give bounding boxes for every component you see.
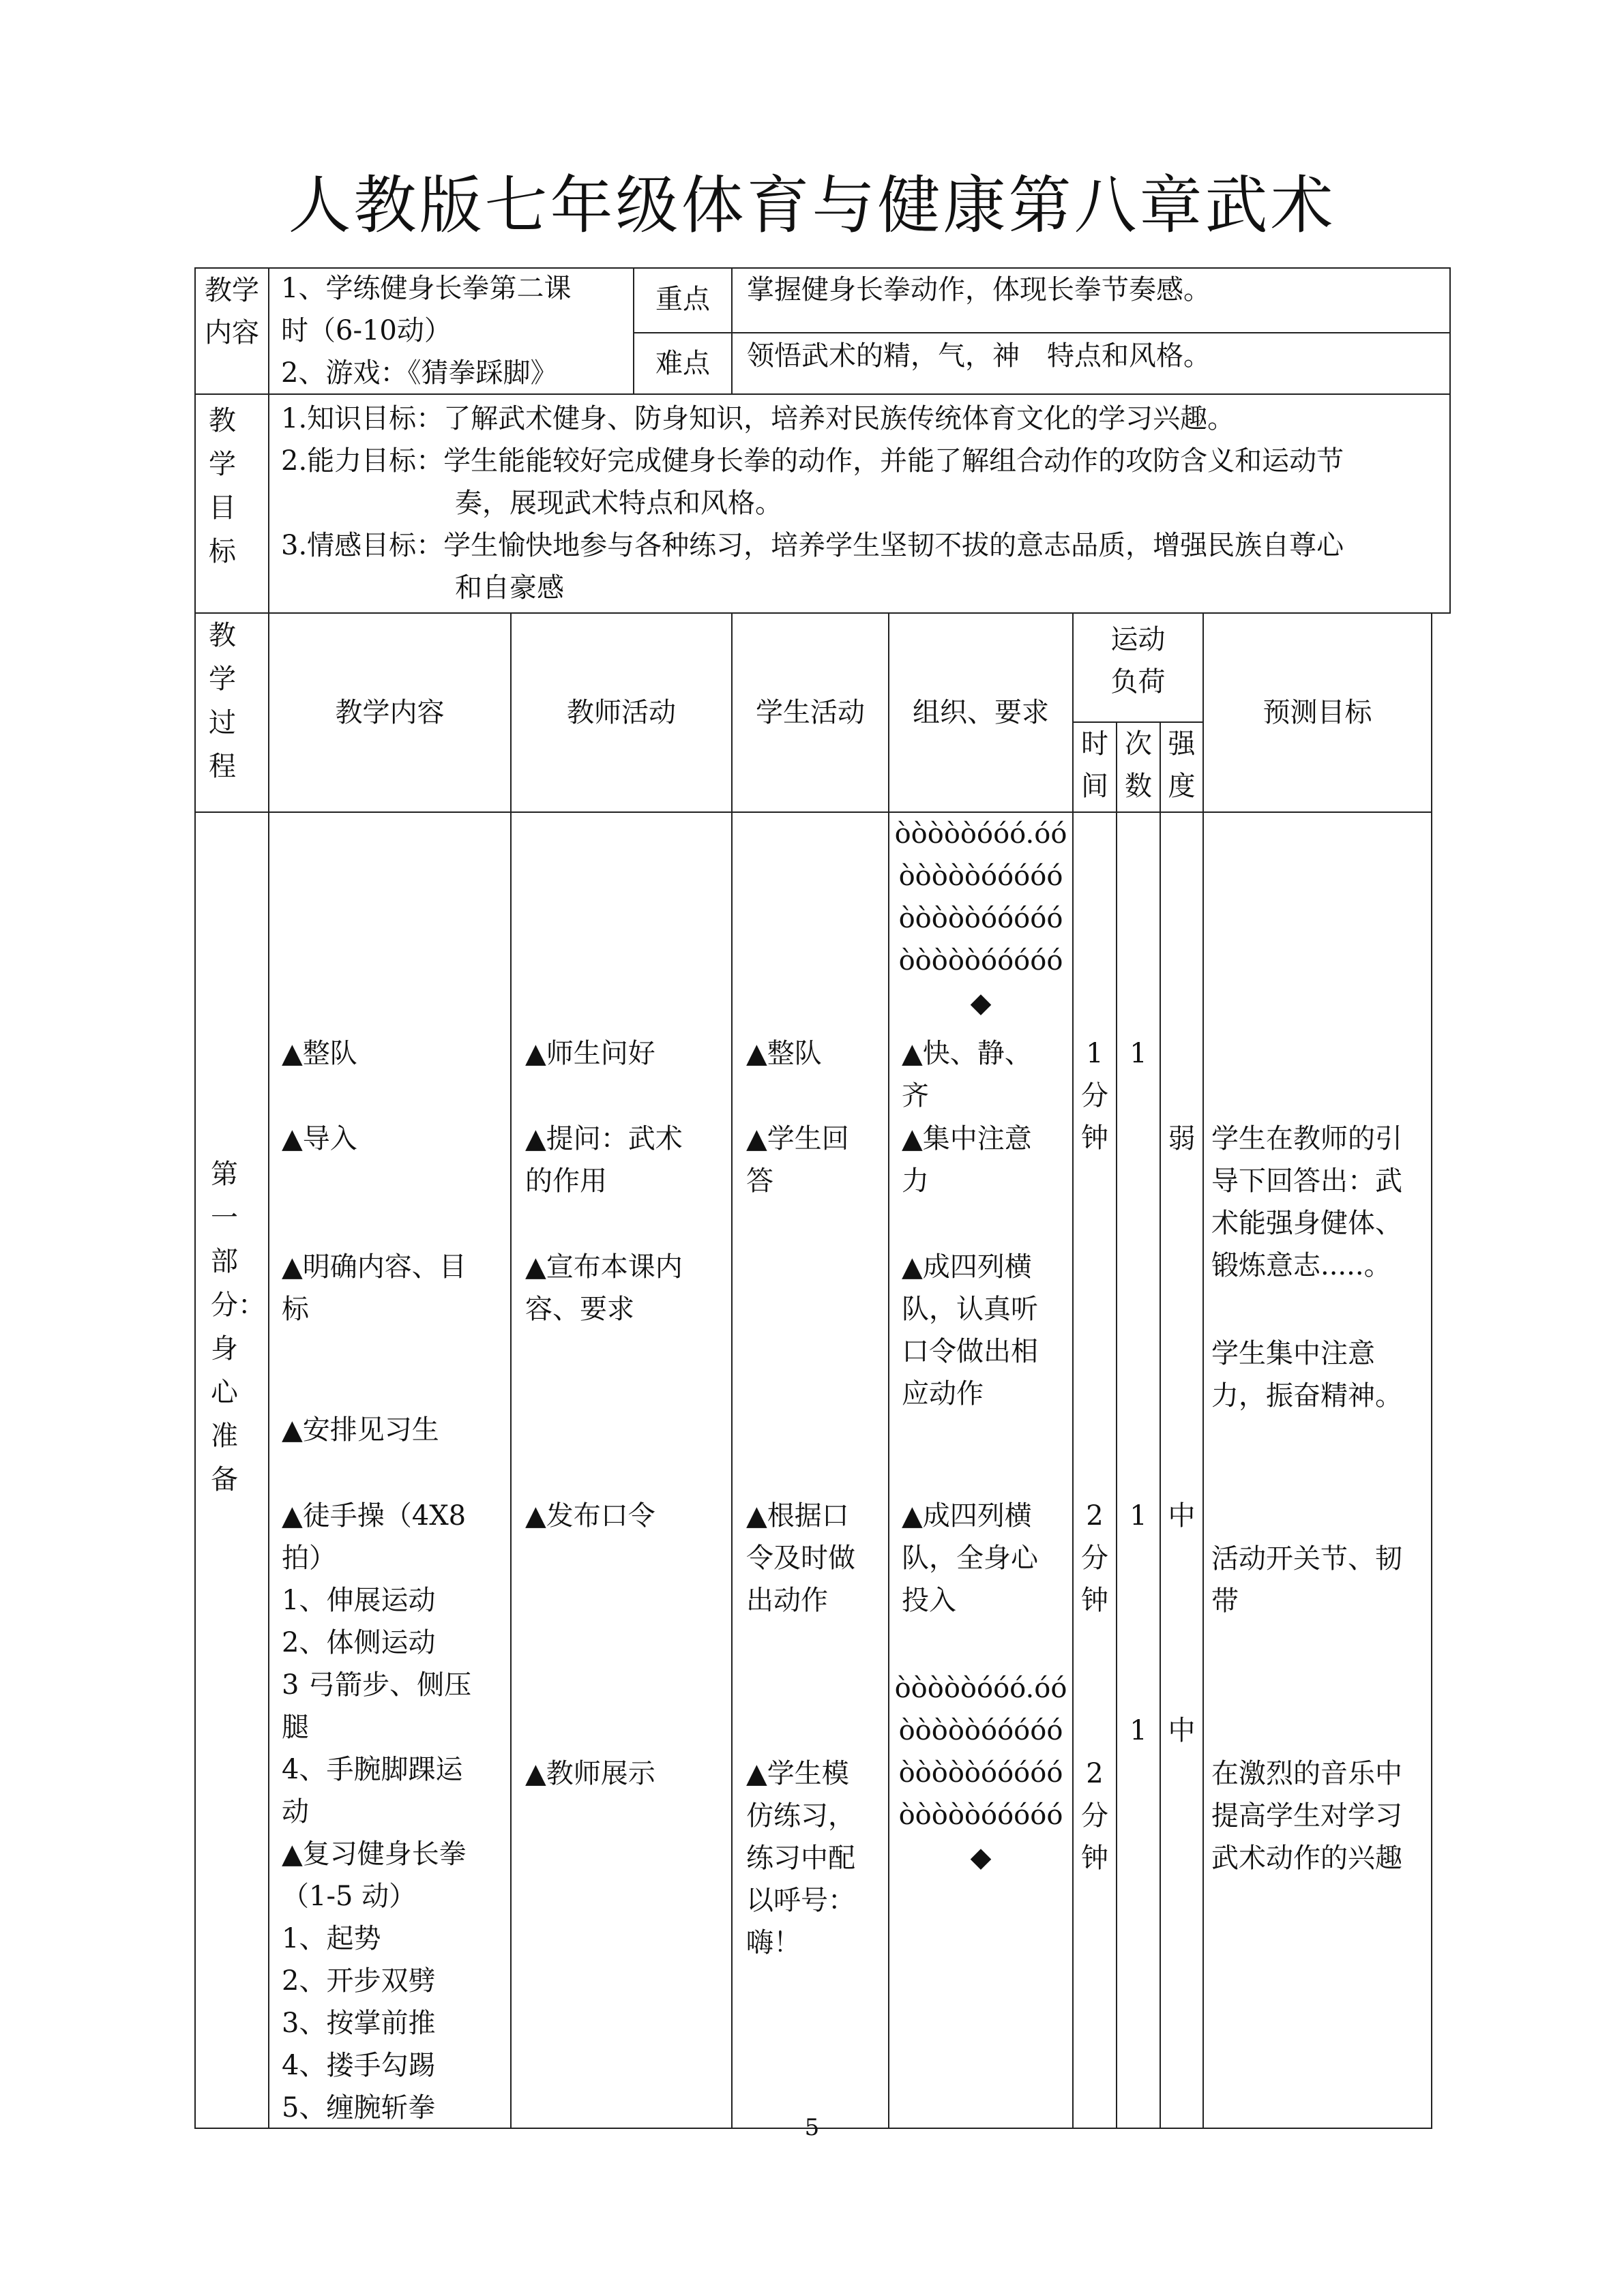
col-content: 教学内容 <box>335 697 445 728</box>
col-intensity <box>1161 723 1202 807</box>
formation-row: òòòòòóóóóó <box>898 903 1063 934</box>
teacher-text: ▲提问：武术 <box>525 1123 683 1154</box>
time-text: 2 <box>1086 1758 1104 1789</box>
student-text: 令及时做 <box>746 1542 855 1574</box>
target-text: 术能强身健体、 <box>1211 1208 1402 1239</box>
content-line: 1、学练健身长拳第二课 <box>281 273 572 304</box>
formation-row: òòòòòóóóóó <box>898 1757 1063 1789</box>
rule-line <box>1431 612 1432 2129</box>
page-title: 人教版七年级体育与健康第八章武术 <box>288 169 1336 242</box>
target-item <box>1211 1753 1430 1879</box>
rule-line <box>194 267 196 613</box>
formation-row: òòòòòóóó.óó <box>894 818 1067 850</box>
target-text: 武术动作的兴趣 <box>1211 1843 1402 1874</box>
content-text: 1、起势 <box>282 1923 381 1954</box>
formation-row: òòòòòóóóóó <box>898 945 1063 976</box>
key-text: 掌握健身长拳动作，体现长拳节奏感。 <box>747 274 1211 305</box>
time-value <box>1074 1753 1116 1879</box>
rule-line <box>268 612 269 2129</box>
difficult-text: 领悟武术的精，气，神 特点和风格。 <box>747 340 1211 372</box>
rule-line <box>1202 612 1204 2129</box>
rule-line <box>194 612 1432 614</box>
student-item <box>746 1032 886 1075</box>
content-label <box>198 269 266 354</box>
col-time <box>1074 723 1116 807</box>
col-intensity-text: 强度 <box>1168 728 1196 802</box>
student-text: 以呼号： <box>746 1885 855 1916</box>
rule-line <box>1116 721 1117 2129</box>
org-text: 应动作 <box>902 1378 984 1410</box>
target-text: 提高学生对学习 <box>1211 1800 1402 1832</box>
content-text: ▲徒手操（4X8 <box>282 1500 467 1532</box>
org-item <box>902 1032 1071 1117</box>
rule-line <box>194 811 1432 813</box>
rule-line <box>268 267 269 613</box>
time-value <box>1074 1032 1116 1159</box>
time-text: 2 <box>1086 1500 1104 1532</box>
objective-line: 奏，展现武术特点和风格。 <box>455 488 782 519</box>
content-text: 3 弓箭步、侧压 <box>282 1669 472 1701</box>
content-text: 动 <box>282 1796 309 1828</box>
part1-label <box>211 1152 265 1502</box>
time-text: 钟 <box>1081 1122 1108 1154</box>
time-text: 分 <box>1081 1800 1108 1832</box>
teacher-text: ▲教师展示 <box>525 1758 655 1789</box>
teacher-item <box>525 1495 730 1537</box>
col-student: 学生活动 <box>756 697 865 728</box>
formation-top <box>889 813 1072 1024</box>
content-text: 腿 <box>282 1712 309 1743</box>
col-load-text: 运动负荷 <box>1110 624 1166 698</box>
rule-line <box>1160 721 1161 2129</box>
rule-line <box>510 612 512 2129</box>
time-value <box>1074 1495 1116 1622</box>
col-org: 组织、要求 <box>913 697 1049 728</box>
rule-line <box>1072 612 1074 2129</box>
count-value: 1 <box>1130 1715 1147 1746</box>
teacher-text: ▲发布口令 <box>525 1500 655 1532</box>
part1-label-text: 第一部分：身心准备 <box>211 1159 265 1495</box>
student-item <box>746 1495 886 1622</box>
student-text: ▲根据口 <box>746 1500 849 1532</box>
formation-row: òòòòòóóó.óó <box>894 1673 1067 1704</box>
rule-line <box>731 612 733 2129</box>
content-item <box>282 1032 507 1075</box>
org-text: 投入 <box>902 1585 956 1616</box>
target-item <box>1211 1332 1430 1417</box>
formation-row: òòòòòóóóóó <box>898 1800 1063 1831</box>
org-text: 队，全身心 <box>902 1542 1038 1574</box>
content-item <box>282 1246 507 1330</box>
content-text: ▲复习健身长拳 <box>282 1838 467 1870</box>
content-text: 标 <box>282 1294 309 1325</box>
diamond-icon: ◆ <box>970 1842 992 1873</box>
objective-line: 2.能力目标：学生能能较好完成健身长拳的动作，并能了解组合动作的攻防含义和运动节 <box>281 445 1344 477</box>
difficult-label: 难点 <box>655 348 710 379</box>
student-text: ▲学生回 <box>746 1123 849 1154</box>
content-text: 1、伸展运动 <box>282 1585 436 1616</box>
objective-line: 1.知识目标：了解武术健身、防身知识，培养对民族传统体育文化的学习兴趣。 <box>281 403 1235 434</box>
content-text: 拍） <box>282 1542 336 1574</box>
teacher-text: ▲师生问好 <box>525 1038 655 1069</box>
process-label-text: 教学过程 <box>209 620 236 782</box>
org-text: 口令做出相 <box>902 1336 1038 1367</box>
col-count <box>1117 723 1160 807</box>
teacher-text: 容、要求 <box>525 1294 634 1325</box>
org-text: 力 <box>902 1165 929 1197</box>
teacher-item <box>525 1246 730 1330</box>
teacher-item <box>525 1032 730 1075</box>
teacher-text: 的作用 <box>525 1165 607 1197</box>
content-item <box>282 1495 507 2129</box>
org-item <box>902 1246 1071 1415</box>
content-text: 4、搂手勾踢 <box>282 2050 436 2081</box>
content-text: ▲整队 <box>282 1038 357 1069</box>
formation-row: òòòòòóóóóó <box>898 861 1063 892</box>
content-label-text: 教学内容 <box>205 275 259 348</box>
rule-line <box>633 332 1451 333</box>
time-text: 钟 <box>1081 1585 1108 1616</box>
col-teacher: 教师活动 <box>567 697 676 728</box>
org-text: ▲集中注意 <box>902 1123 1032 1154</box>
student-text: ▲学生模 <box>746 1758 849 1789</box>
col-target: 预测目标 <box>1263 697 1372 728</box>
org-text: ▲成四列横 <box>902 1251 1032 1283</box>
target-text: 学生在教师的引 <box>1211 1123 1402 1154</box>
content-text: ▲明确内容、目 <box>282 1251 467 1283</box>
target-item <box>1211 1538 1430 1622</box>
count-value: 1 <box>1130 1500 1147 1532</box>
col-load <box>1074 618 1202 703</box>
key-label: 重点 <box>655 284 710 315</box>
intensity-value: 中 <box>1168 1715 1196 1746</box>
student-text: 仿练习， <box>746 1800 855 1832</box>
count-value: 1 <box>1130 1038 1147 1069</box>
process-label <box>209 614 250 788</box>
student-text: ▲整队 <box>746 1038 822 1069</box>
intensity-value: 中 <box>1168 1500 1196 1532</box>
time-text: 分 <box>1081 1542 1108 1574</box>
content-lines <box>281 267 629 394</box>
col-time-text: 时间 <box>1081 728 1108 802</box>
diamond-icon: ◆ <box>970 987 992 1019</box>
content-item <box>282 1118 507 1160</box>
intensity-value: 弱 <box>1168 1123 1196 1154</box>
col-count-text: 次数 <box>1125 728 1152 802</box>
content-text: ▲导入 <box>282 1123 357 1154</box>
student-text: 嗨！ <box>746 1927 801 1958</box>
target-text: 在激烈的音乐中 <box>1211 1758 1402 1789</box>
content-text: 4、手腕脚踝运 <box>282 1754 463 1785</box>
org-text: ▲快、静、 <box>902 1038 1032 1069</box>
target-text: 力，振奋精神。 <box>1211 1380 1402 1412</box>
student-text: 答 <box>746 1165 773 1197</box>
target-text: 导下回答出：武 <box>1211 1165 1402 1197</box>
teacher-item <box>525 1118 730 1202</box>
rule-line <box>194 612 196 2129</box>
target-text: 锻炼意志.....。 <box>1211 1250 1391 1281</box>
formation-bottom <box>889 1667 1072 1879</box>
content-text: 3、按掌前推 <box>282 2008 436 2039</box>
target-text: 带 <box>1211 1585 1239 1617</box>
student-text: 练习中配 <box>746 1843 855 1874</box>
org-text: ▲成四列横 <box>902 1500 1032 1532</box>
target-item <box>1211 1118 1430 1287</box>
student-item <box>746 1118 886 1202</box>
org-text: 队，认真听 <box>902 1294 1038 1325</box>
objectives-label <box>209 399 250 573</box>
org-item <box>902 1495 1071 1622</box>
page-number: 5 <box>804 2114 820 2141</box>
teacher-item <box>525 1753 730 1795</box>
content-text: 2、开步双劈 <box>282 1965 436 1997</box>
content-text: 2、体侧运动 <box>282 1627 436 1658</box>
content-line: 时（6-10动） <box>281 315 452 346</box>
time-text: 钟 <box>1081 1843 1108 1874</box>
time-text: 1 <box>1086 1038 1104 1069</box>
content-text: （1-5 动） <box>282 1881 417 1912</box>
student-text: 出动作 <box>746 1585 828 1616</box>
time-text: 分 <box>1081 1080 1108 1112</box>
teacher-text: ▲宣布本课内 <box>525 1251 683 1283</box>
rule-line <box>1449 267 1451 613</box>
objective-line: 3.情感目标：学生愉快地参与各种练习，培养学生坚韧不拔的意志品质，增强民族自尊心 <box>281 530 1344 561</box>
content-item <box>282 1409 507 1451</box>
objectives-list <box>281 398 1447 609</box>
content-text: ▲安排见习生 <box>282 1414 439 1446</box>
student-item <box>746 1753 886 1964</box>
content-line: 2、游戏：《猜拳踩脚》 <box>281 357 558 389</box>
objective-line: 和自豪感 <box>455 572 564 603</box>
rule-line <box>731 267 733 394</box>
org-text: 齐 <box>902 1080 929 1112</box>
formation-row: òòòòòóóóóó <box>898 1715 1063 1746</box>
objectives-label-text: 教学目标 <box>209 405 236 567</box>
target-text: 活动开关节、韧 <box>1211 1543 1402 1575</box>
content-text: 5、缠腕斩拳 <box>282 2092 436 2123</box>
target-text: 学生集中注意 <box>1211 1338 1375 1369</box>
org-item <box>902 1118 1071 1202</box>
